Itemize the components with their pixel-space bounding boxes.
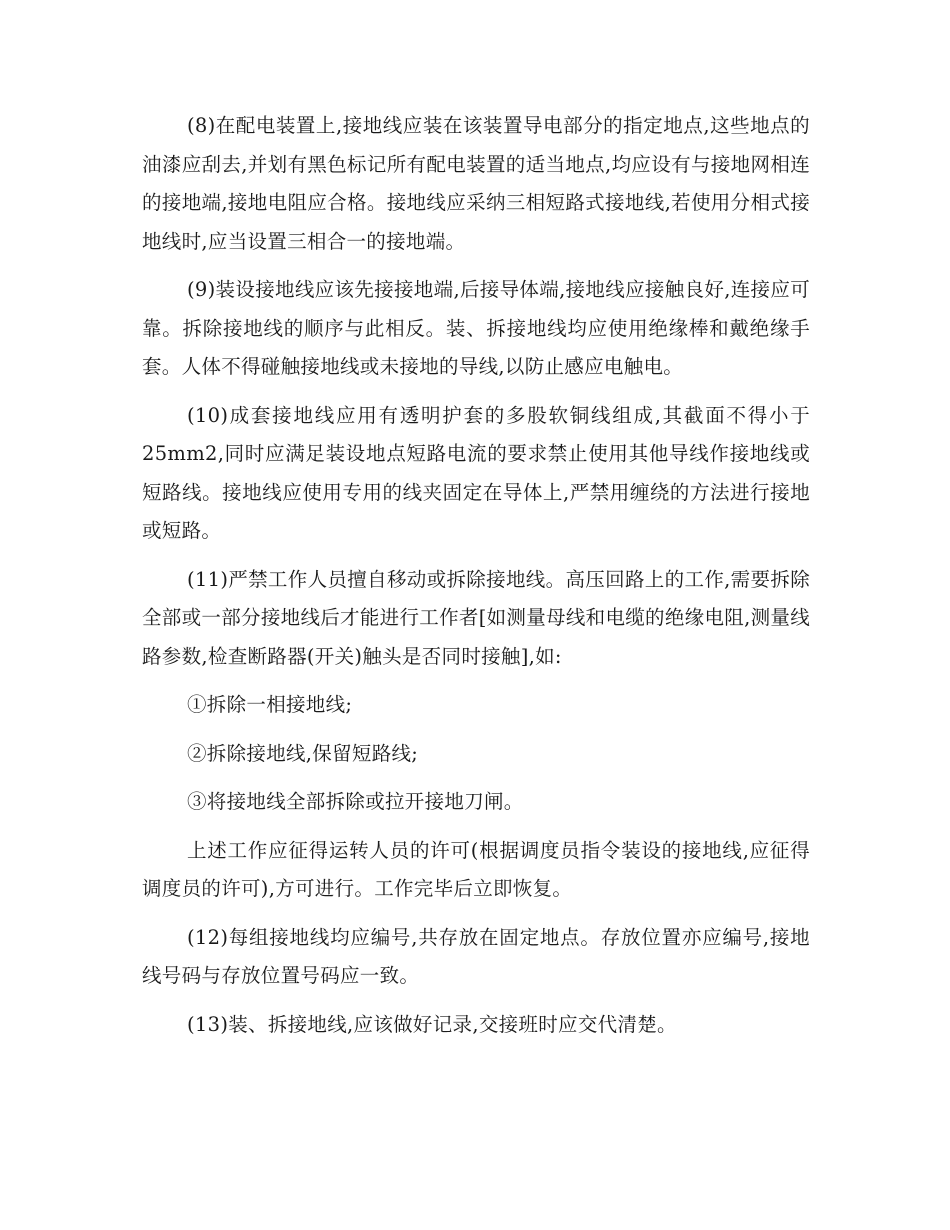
paragraph-12: (12)每组接地线均应编号,共存放在固定地点。存放位置亦应编号,接地线号码与存放位置号码应一致。	[142, 925, 810, 987]
paragraph-permission: 上述工作应征得运转人员的许可(根据调度员指令装设的接地线,应征得调度员的许可),方可进行。工作完毕后立即恢复。	[142, 838, 810, 900]
paragraph-spacer	[142, 261, 810, 271]
paragraph-9: (9)装设接地线应该先接接地端,后接导体端,接地线应接触良好,连接应可靠。拆除接地线的顺序与此相反。装、拆接地线均应使用绝缘棒和戴绝缘手套。人体不得碰触接地线或未接地的导线,以防止感应电触电。	[142, 278, 810, 378]
paragraph-spacer	[142, 909, 810, 919]
paragraph-11: (11)严禁工作人员擅自移动或拆除接地线。高压回路上的工作,需要拆除全部或一部分接地线后才能进行工作者[如测量母线和电缆的绝缘电阻,测量线路参数,检查断路器(开关)触头是否同时接触],如:	[142, 567, 810, 668]
paragraph-13: (13)装、拆接地线,应该做好记录,交接班时应交代清楚。	[187, 1012, 677, 1036]
paragraph-spacer	[142, 773, 810, 783]
paragraph-spacer	[142, 996, 810, 1006]
list-item-1: ①拆除一相接地线;	[187, 693, 353, 716]
paragraph-10: (10)成套接地线应用有透明护套的多股软铜线组成,其截面不得小于25mm2,同时应满足装设地点短路电流的要求禁止使用其他导线作接地线或短路线。接地线应使用专用的线夹固定在导体上,严禁用缠绕的方法进行接地或短路。	[142, 403, 810, 542]
paragraph-spacer	[142, 725, 810, 735]
paragraph-spacer	[142, 676, 810, 686]
paragraph-spacer	[142, 387, 810, 397]
paragraph-spacer	[142, 551, 810, 561]
list-item-3: ③将接地线全部拆除或拉开接地刀闸。	[187, 790, 524, 813]
list-item-2: ②拆除接地线,保留短路线;	[187, 741, 419, 765]
paragraph-8: (8)在配电装置上,接地线应装在该装置导电部分的指定地点,这些地点的油漆应刮去,并划有黑色标记所有配电装置的适当地点,均应设有与接地网相连的接地端,接地电阻应合格。接地线应采纳三相短路式接地线,若使用分相式接地线时,应当设置三相合一的接地端。	[142, 114, 810, 253]
paragraph-spacer	[142, 822, 810, 832]
